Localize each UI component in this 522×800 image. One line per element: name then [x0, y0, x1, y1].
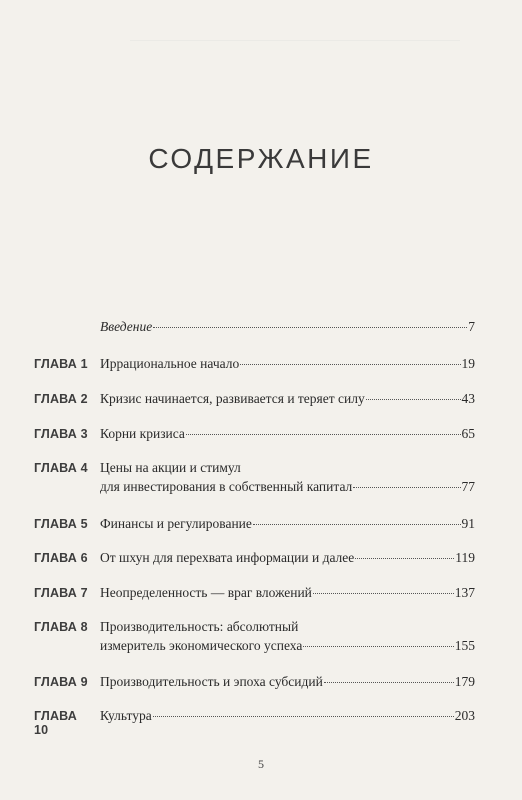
chapter-label: ГЛАВА 6: [34, 551, 88, 565]
dot-leader: [366, 399, 461, 400]
dot-leader: [153, 716, 454, 717]
chapter-title: Корни кризиса: [100, 426, 185, 441]
chapter-title: Кризис начинается, развивается и теряет силу: [100, 391, 365, 406]
chapter-page: 65: [461, 426, 475, 441]
dot-leader: [240, 364, 460, 365]
chapter-page: 43: [461, 391, 475, 406]
chapter-page: 91: [461, 516, 475, 531]
chapter-label: ГЛАВА 9: [34, 675, 88, 689]
chapter-title: Культура: [100, 708, 152, 723]
dot-leader: [355, 558, 454, 559]
dot-leader: [253, 524, 461, 525]
chapter-label: ГЛАВА 2: [34, 392, 88, 406]
chapter-label: ГЛАВА 8: [34, 620, 88, 634]
chapter-label: ГЛАВА 1: [34, 357, 88, 371]
chapter-label: ГЛАВА 7: [34, 586, 88, 600]
chapter-label: ГЛАВА 4: [34, 461, 88, 475]
dot-leader: [313, 593, 454, 594]
intro-page: 7: [468, 319, 475, 334]
chapter-title-line-2: измеритель экономического успеха: [100, 638, 303, 653]
chapter-title-line-2: для инвестирования в собственный капитал: [100, 479, 353, 494]
dot-leader: [153, 327, 467, 328]
chapter-title: Неопределенность — враг вложений: [100, 585, 312, 600]
chapter-page: 203: [454, 708, 475, 723]
chapter-title: Иррациональное начало: [100, 356, 240, 371]
chapter-label: ГЛАВА 3: [34, 427, 88, 441]
page-number: 5: [258, 757, 264, 771]
chapter-label: ГЛАВА 5: [34, 517, 88, 531]
page-title: СОДЕРЖАНИЕ: [148, 143, 374, 174]
chapter-title-line-1: Цены на акции и стимул: [100, 460, 241, 475]
chapter-page: 179: [454, 674, 475, 689]
chapter-title: Производительность и эпоха субсидий: [100, 674, 323, 689]
chapter-page: 77: [461, 479, 475, 494]
chapter-page: 137: [454, 585, 475, 600]
chapter-page: 19: [461, 356, 475, 371]
chapter-page: 155: [454, 638, 475, 653]
dot-leader: [353, 487, 460, 488]
dot-leader: [303, 646, 453, 647]
chapter-page: 119: [455, 550, 475, 565]
dot-leader: [324, 682, 454, 683]
intro-title: Введение: [100, 319, 153, 334]
chapter-title: Финансы и регулирование: [100, 516, 252, 531]
chapter-label: ГЛАВА 10: [34, 709, 78, 737]
dot-leader: [186, 434, 461, 435]
chapter-title-line-1: Производительность: абсолютный: [100, 619, 299, 634]
chapter-title: От шхун для перехвата информации и далее: [100, 550, 355, 565]
